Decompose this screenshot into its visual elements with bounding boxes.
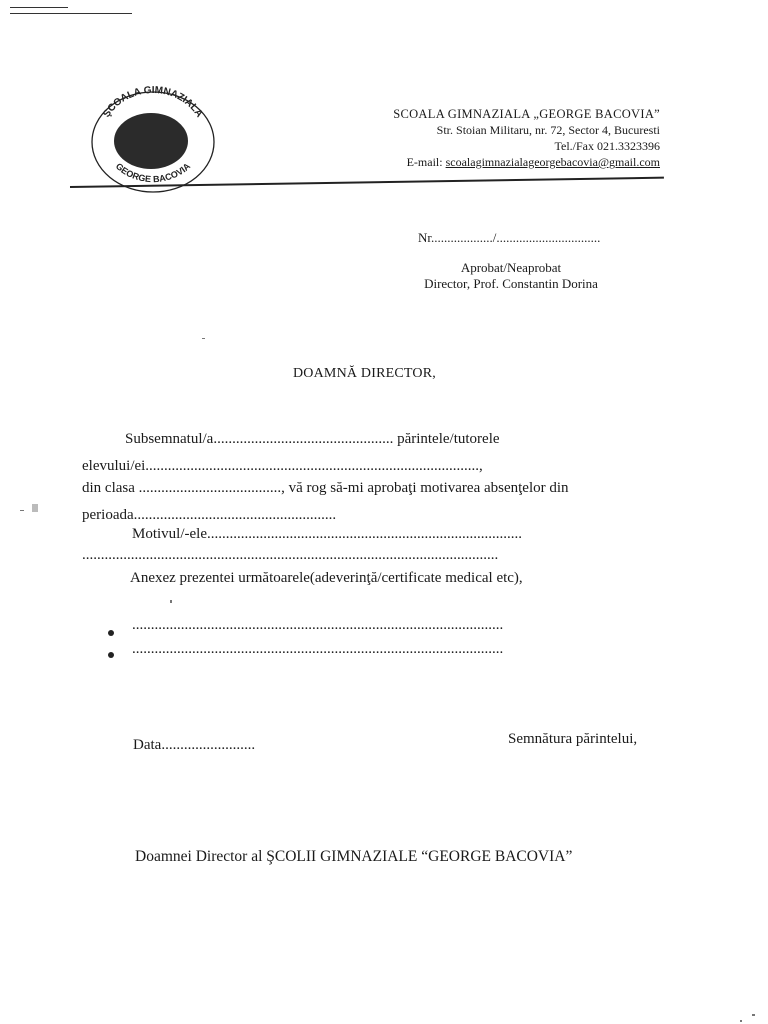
approval-director: Director, Prof. Constantin Dorina: [424, 276, 598, 291]
approval-status: Aprobat/Neaprobat: [460, 260, 562, 275]
logo-bottom-text: GEORGE BACOVIA: [113, 160, 193, 185]
scan-speck: [20, 510, 24, 511]
body-line-reason-continued: ...............................................................................................................: [82, 547, 499, 563]
registration-number-field: Nr.................../................................: [418, 230, 601, 245]
date-field: Data.........................: [133, 737, 256, 753]
attachment-line-1: ...................................................................................................: [132, 617, 504, 633]
scan-speck: [752, 1014, 755, 1016]
attachment-line-2: ...................................................................................................: [132, 641, 504, 657]
scan-speck: [170, 600, 172, 603]
corner-mark-line: [10, 13, 132, 14]
bullet-icon: [108, 630, 114, 636]
email-label: E-mail:: [406, 155, 446, 169]
scan-speck: [32, 504, 38, 512]
scan-speck: [202, 338, 205, 339]
corner-mark-line: [10, 7, 68, 8]
signature-label: Semnătura părintelui,: [508, 731, 638, 747]
body-line-period: perioada......................................................: [82, 507, 337, 523]
addressee-footer: Doamnei Director al ŞCOLII GIMNAZIALE “GEORGE BACOVIA”: [135, 848, 573, 865]
salutation: DOAMNĂ DIRECTOR,: [293, 366, 436, 381]
school-header: [393, 106, 660, 170]
school-phone: Tel./Fax 021.3323396: [554, 139, 660, 153]
logo-top-text: ŞCOALA GIMNAZIALA: [101, 84, 205, 120]
email-link[interactable]: scoalagimnazialageorgebacovia@gmail.com: [445, 155, 660, 169]
bullet-icon: [108, 652, 114, 658]
school-address: Str. Stoian Militaru, nr. 72, Sector 4, Bucuresti: [436, 123, 660, 137]
school-name: SCOALA GIMNAZIALA „GEORGE BACOVIA”: [393, 107, 660, 121]
school-email: [393, 154, 660, 170]
body-line-class: din clasa ......................................, vă rog să-mi aprobaţi motivarea absenţelor din: [82, 480, 569, 496]
body-line-reason: Motivul/-ele....................................................................................: [132, 526, 522, 542]
body-line-name: Subsemnatul/a................................................ părintele/tutorele: [125, 431, 500, 447]
school-logo: [88, 84, 218, 194]
body-line-attachments: Anexez prezentei următoarele(adeverinţă/certificate medical etc),: [130, 570, 523, 586]
scan-speck: [740, 1020, 742, 1022]
body-line-student: elevului/ei.........................................................................................,: [82, 458, 483, 474]
approval-block: [405, 260, 617, 292]
